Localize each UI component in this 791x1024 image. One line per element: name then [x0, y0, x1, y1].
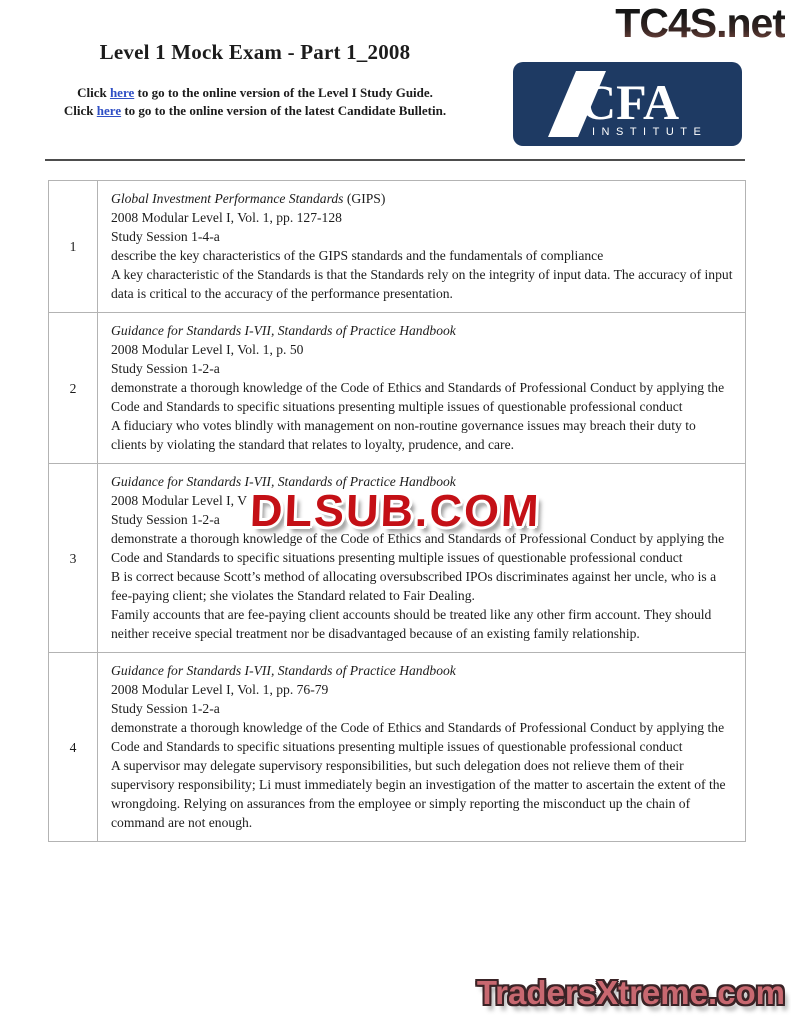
- row-content: [98, 653, 746, 842]
- source-title: Guidance for Standards I-VII, Standards of Practice Handbook: [111, 663, 456, 678]
- source-line: [111, 189, 733, 208]
- cfa-logo-graphic: [512, 61, 743, 147]
- study-session-line: Study Session 1-2-a: [111, 361, 220, 376]
- header-divider: [45, 159, 745, 161]
- answer-paragraph: Family accounts that are fee-paying client accounts should be treated like any other firm account. They should neither receive special treatment nor be disadvantaged because of an existing family relationship.: [111, 607, 712, 641]
- cfa-institute-text: INSTITUTE: [592, 126, 708, 138]
- answer-paragraph: A key characteristic of the Standards is that the Standards rely on the integrity of input data. The accuracy of input data is critical to the accuracy of the performance presentation.: [111, 267, 733, 301]
- source-line: [111, 661, 733, 680]
- cfa-institute-logo: [512, 61, 743, 147]
- reference-line: 2008 Modular Level I, Vol. 1, p. 50: [111, 342, 304, 357]
- source-line: [111, 321, 733, 340]
- los-line: describe the key characteristics of the GIPS standards and the fundamentals of compliance: [111, 248, 604, 263]
- answer-paragraph: A fiduciary who votes blindly with management on non-routine governance issues may breach their duty to clients by violating the standard that relates to loyalty, prudence, and care.: [111, 418, 696, 452]
- link-prefix: Click: [63, 103, 97, 118]
- link-suffix: to go to the online version of the latest Candidate Bulletin.: [121, 103, 447, 118]
- table-row: [49, 653, 746, 842]
- source-title: Guidance for Standards I-VII, Standards of Practice Handbook: [111, 474, 456, 489]
- table-row: [49, 313, 746, 464]
- dlsub-watermark: DLSUB.COM: [249, 485, 542, 536]
- tc4s-watermark: TC4S.net: [615, 0, 785, 46]
- candidate-bulletin-line: [20, 102, 490, 120]
- candidate-bulletin-link[interactable]: here: [96, 103, 122, 118]
- study-session-line: Study Session 1-2-a: [111, 512, 220, 527]
- answer-paragraph: A supervisor may delegate supervisory responsibilities, but such delegation does not relieve them of their supervisory responsibility; Li must immediately begin an investigation of the matter to ascertain the extent of the wrongdoing. Relying on assurances from the employee or simply reporting the misconduct up the chain of command are not enough.: [111, 758, 726, 830]
- los-line: demonstrate a thorough knowledge of the Code of Ethics and Standards of Professional Conduct by applying the Code and Standards to specific situations presenting multiple issues of questionable professional conduct: [111, 720, 725, 754]
- answer-paragraph: B is correct because Scott’s method of allocating oversubscribed IPOs discriminates against her uncle, who is a fee-paying client; she violates the Standard related to Fair Dealing.: [111, 569, 717, 603]
- reference-line: 2008 Modular Level I, V: [111, 493, 248, 508]
- tradersxtreme-watermark: TradersXtreme.com: [476, 974, 785, 1011]
- los-line: demonstrate a thorough knowledge of the Code of Ethics and Standards of Professional Conduct by applying the Code and Standards to specific situations presenting multiple issues of questionable professional conduct: [111, 380, 725, 414]
- source-title: Guidance for Standards I-VII, Standards of Practice Handbook: [111, 323, 456, 338]
- study-guide-link[interactable]: here: [109, 85, 135, 100]
- link-suffix: to go to the online version of the Level I Study Guide.: [134, 85, 433, 100]
- study-guide-line: [20, 84, 490, 102]
- los-line: demonstrate a thorough knowledge of the Code of Ethics and Standards of Professional Conduct by applying the Code and Standards to specific situations presenting multiple issues of questionable professional conduct: [111, 531, 725, 565]
- row-number: 2: [49, 313, 98, 464]
- study-session-line: Study Session 1-4-a: [111, 229, 220, 244]
- row-content: [98, 313, 746, 464]
- intro-links: [20, 84, 490, 120]
- reference-line: 2008 Modular Level I, Vol. 1, pp. 76-79: [111, 682, 329, 697]
- source-title: Global Investment Performance Standards: [111, 191, 344, 206]
- row-number: 3: [49, 464, 98, 653]
- page-title: Level 1 Mock Exam - Part 1_2008: [99, 40, 411, 64]
- row-content: [98, 181, 746, 313]
- row-number: 4: [49, 653, 98, 842]
- cfa-logo-text: CFA: [580, 74, 680, 130]
- reference-line: 2008 Modular Level I, Vol. 1, pp. 127-128: [111, 210, 342, 225]
- table-row: [49, 181, 746, 313]
- study-session-line: Study Session 1-2-a: [111, 701, 220, 716]
- link-prefix: Click: [77, 85, 110, 100]
- row-number: 1: [49, 181, 98, 313]
- source-suffix: (GIPS): [343, 191, 386, 206]
